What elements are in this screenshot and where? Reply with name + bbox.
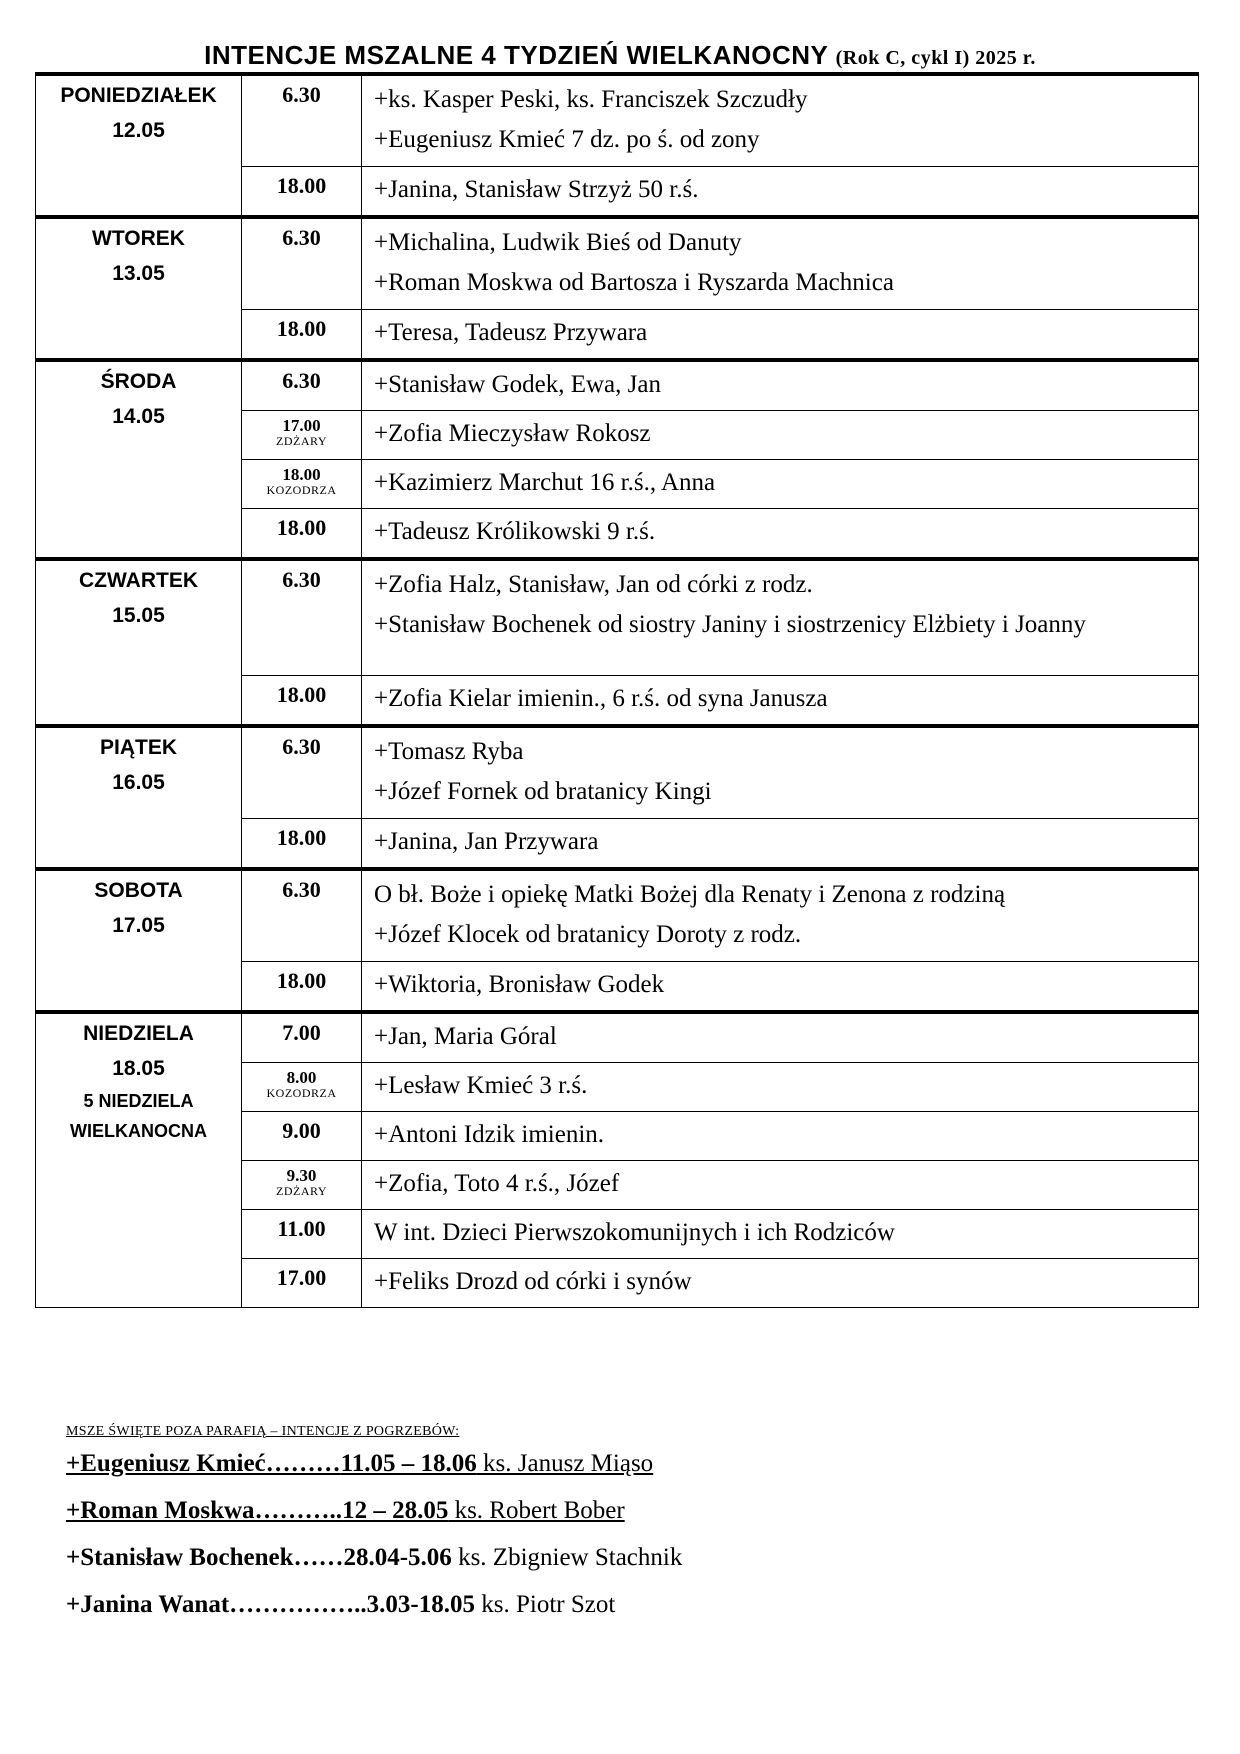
mass-dates: 11.05 – 18.06	[340, 1450, 477, 1477]
day-cell	[36, 217, 242, 360]
mass-place: KOZODRZA	[266, 1085, 337, 1100]
title-subtitle: (Rok C, cykl I) 2025 r.	[835, 47, 1036, 69]
intentions-cell	[362, 460, 1199, 509]
mass-time: 17.00	[276, 1264, 327, 1290]
intentions-cell	[362, 1209, 1199, 1258]
funeral-intention-line	[66, 1487, 682, 1534]
funeral-intention-line	[66, 1534, 682, 1581]
mass-time-cell	[242, 675, 362, 726]
mass-time: 7.00	[282, 1019, 321, 1045]
day-name: PIĄTEK	[99, 735, 177, 759]
intention-text: O bł. Boże i opiekę Matki Bożej dla Renaty i Zenona z rodziną	[374, 880, 1006, 908]
intention-text: +Zofia, Toto 4 r.ś., Józef	[374, 1169, 620, 1197]
intention-text: +Stanisław Bochenek od siostry Janiny i siostrzenicy Elżbiety i Joanny	[374, 611, 1086, 638]
mass-time-cell	[242, 74, 362, 167]
mass-time-cell	[242, 1258, 362, 1307]
page-title	[0, 40, 1240, 71]
day-group	[36, 360, 1199, 559]
day-group	[36, 869, 1199, 1012]
mass-time: 6.30	[282, 82, 321, 107]
mass-time: 6.30	[282, 567, 321, 592]
day-name: PONIEDZIAŁEK	[60, 84, 217, 107]
intention-text: +ks. Kasper Peski, ks. Franciszek Szczudły	[374, 86, 808, 113]
deceased-name: +Janina Wanat……………..	[66, 1591, 367, 1618]
mass-time: 18.00	[282, 465, 321, 484]
intentions-cell	[362, 1258, 1199, 1307]
day-cell	[36, 559, 242, 726]
mass-time-cell	[242, 310, 362, 361]
intention-text: +Michalina, Ludwik Bieś od Danuty	[374, 229, 742, 256]
intention-text: +Tomasz Ryba	[374, 737, 524, 765]
mass-row	[36, 559, 1199, 675]
mass-time-cell	[242, 869, 362, 962]
day-name: WTOREK	[92, 227, 185, 250]
intention-text: +Tadeusz Królikowski 9 r.ś.	[374, 518, 656, 545]
mass-time-cell	[242, 1062, 362, 1111]
mass-time-cell	[242, 726, 362, 819]
mass-time-cell	[242, 559, 362, 675]
day-date: 17.05	[112, 913, 165, 937]
mass-place: ZDŻARY	[276, 434, 327, 448]
intention-text: +Józef Klocek od bratanicy Doroty z rodz.	[374, 920, 802, 948]
mass-time: 6.30	[282, 733, 321, 759]
mass-time: 6.30	[282, 876, 321, 902]
mass-time-cell	[242, 411, 362, 460]
intentions-cell	[362, 1012, 1199, 1063]
mass-time: 18.00	[276, 967, 327, 993]
day-date: 13.05	[112, 262, 165, 285]
day-group	[36, 217, 1199, 360]
mass-time: 18.00	[276, 173, 327, 198]
day-date: 12.05	[112, 119, 165, 142]
day-name: NIEDZIELA	[83, 1021, 194, 1045]
day-date: 14.05	[112, 405, 165, 428]
intentions-cell	[362, 675, 1199, 726]
intention-text: +Stanisław Godek, Ewa, Jan	[374, 371, 661, 398]
intentions-cell	[362, 961, 1199, 1012]
intentions-cell	[362, 310, 1199, 361]
mass-row	[36, 217, 1199, 310]
mass-time-cell	[242, 961, 362, 1012]
mass-time: 11.00	[277, 1215, 326, 1241]
priest-name: ks. Zbigniew Stachnik	[451, 1544, 683, 1571]
mass-place: KOZODRZA	[266, 483, 337, 497]
funeral-intention-line	[66, 1440, 682, 1487]
priest-name: ks. Piotr Szot	[474, 1591, 616, 1618]
footer-section	[66, 1424, 682, 1628]
mass-time: 18.00	[276, 681, 327, 707]
footer-heading: MSZE ŚWIĘTE POZA PARAFIĄ – INTENCJE Z POGRZEBÓW:	[66, 1424, 460, 1439]
mass-time: 18.00	[276, 316, 327, 341]
mass-row	[36, 869, 1199, 962]
intention-text: +Wiktoria, Bronisław Godek	[374, 970, 665, 998]
day-date: 16.05	[112, 770, 165, 794]
intentions-cell	[362, 869, 1199, 962]
mass-place: ZDŻARY	[276, 1183, 327, 1198]
intentions-cell	[362, 1062, 1199, 1111]
day-date: 15.05	[112, 604, 165, 627]
mass-dates: 28.04-5.06	[343, 1544, 452, 1571]
intentions-cell	[362, 217, 1199, 310]
day-cell	[36, 360, 242, 559]
intentions-cell	[362, 74, 1199, 167]
intention-text: +Feliks Drozd od córki i synów	[374, 1267, 692, 1295]
intentions-cell	[362, 411, 1199, 460]
priest-name: ks. Janusz Miąso	[476, 1450, 654, 1477]
mass-time-cell	[242, 360, 362, 411]
day-cell	[36, 726, 242, 869]
intention-text: +Eugeniusz Kmieć 7 dz. po ś. od zony	[374, 126, 760, 153]
intention-text: W int. Dzieci Pierwszokomunijnych i ich Rodziców	[374, 1218, 895, 1246]
intention-text: +Lesław Kmieć 3 r.ś.	[374, 1071, 588, 1099]
mass-time-cell	[242, 1111, 362, 1160]
intentions-cell	[362, 1111, 1199, 1160]
intention-text: +Kazimierz Marchut 16 r.ś., Anna	[374, 469, 716, 496]
intentions-cell	[362, 726, 1199, 819]
mass-time: 18.00	[276, 824, 327, 850]
mass-time: 17.00	[282, 416, 321, 435]
mass-time: 8.00	[286, 1067, 317, 1087]
intention-text: +Janina, Stanisław Strzyż 50 r.ś.	[374, 176, 699, 203]
mass-time: 18.00	[276, 515, 327, 540]
title-main: INTENCJE MSZALNE 4 TYDZIEŃ WIELKANOCNY	[204, 40, 828, 70]
intention-text: +Antoni Idzik imienin.	[374, 1120, 605, 1148]
intention-text: +Janina, Jan Przywara	[374, 827, 599, 855]
intention-text: +Zofia Halz, Stanisław, Jan od córki z rodz.	[374, 571, 813, 598]
intention-text: +Teresa, Tadeusz Przywara	[374, 319, 648, 346]
intentions-cell	[362, 167, 1199, 218]
mass-time: 6.30	[282, 225, 321, 250]
mass-time: 9.30	[286, 1165, 317, 1185]
mass-dates: 12 – 28.05	[342, 1497, 449, 1524]
intentions-cell	[362, 1160, 1199, 1209]
day-date: 18.05	[112, 1056, 165, 1080]
mass-dates: 3.03-18.05	[366, 1591, 475, 1618]
mass-row	[36, 74, 1199, 167]
day-name: SOBOTA	[94, 878, 183, 902]
day-name: ŚRODA	[100, 370, 177, 393]
day-cell	[36, 74, 242, 217]
day-cell	[36, 869, 242, 1012]
mass-time: 6.30	[282, 368, 321, 393]
day-group	[36, 1012, 1199, 1308]
intentions-cell	[362, 509, 1199, 560]
mass-time-cell	[242, 818, 362, 869]
funeral-intention-line	[66, 1581, 682, 1628]
deceased-name: +Stanisław Bochenek……	[66, 1544, 344, 1571]
mass-time-cell	[242, 1012, 362, 1063]
day-group	[36, 74, 1199, 217]
mass-time-cell	[242, 167, 362, 218]
day-cell	[36, 1012, 242, 1308]
mass-time-cell	[242, 1209, 362, 1258]
intention-text: +Józef Fornek od bratanicy Kingi	[374, 777, 712, 805]
mass-row	[36, 1012, 1199, 1063]
intention-text: +Zofia Kielar imienin., 6 r.ś. od syna Janusza	[374, 684, 828, 712]
intention-text: +Zofia Mieczysław Rokosz	[374, 420, 651, 447]
intentions-cell	[362, 360, 1199, 411]
deceased-name: +Roman Moskwa………..	[66, 1497, 343, 1524]
day-note: 5 NIEDZIELA WIELKANOCNA	[70, 1090, 207, 1141]
priest-name: ks. Robert Bober	[448, 1497, 625, 1524]
intentions-cell	[362, 818, 1199, 869]
mass-time-cell	[242, 1160, 362, 1209]
mass-time-cell	[242, 509, 362, 560]
intentions-cell	[362, 559, 1199, 675]
mass-row	[36, 726, 1199, 819]
intention-text: +Roman Moskwa od Bartosza i Ryszarda Machnica	[374, 269, 894, 296]
day-group	[36, 726, 1199, 869]
mass-row	[36, 360, 1199, 411]
deceased-name: +Eugeniusz Kmieć………	[66, 1450, 341, 1477]
intention-text: +Jan, Maria Góral	[374, 1022, 557, 1050]
day-name: CZWARTEK	[79, 569, 198, 592]
mass-time-cell	[242, 460, 362, 509]
mass-schedule-table	[35, 72, 1199, 1308]
day-group	[36, 559, 1199, 726]
mass-time-cell	[242, 217, 362, 310]
mass-time: 9.00	[282, 1117, 321, 1143]
